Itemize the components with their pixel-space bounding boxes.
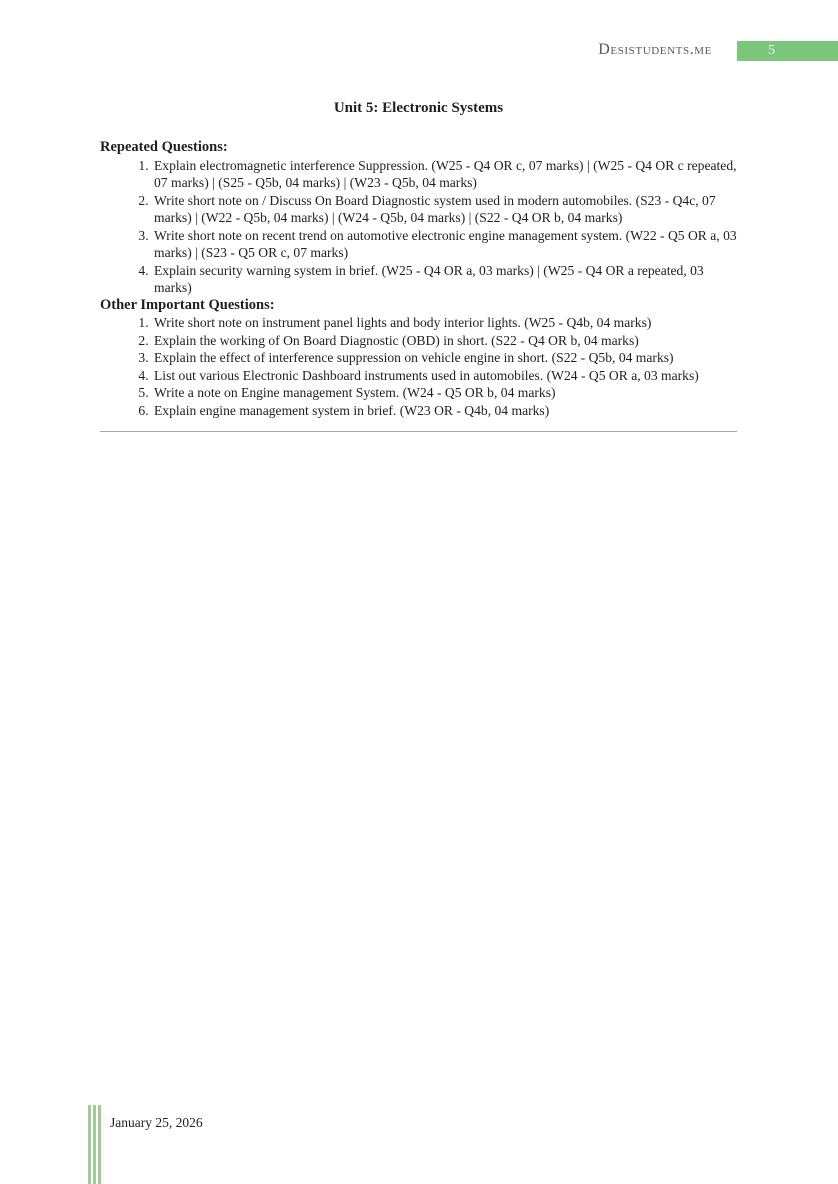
other-questions-list [100,314,737,419]
green-stripe [93,1105,96,1184]
question-item: 3. Explain the effect of interference suppression on vehicle engine in short. (S22 - Q5b, 04 marks) [152,349,737,367]
question-item: 3. Write short note on recent trend on automotive electronic engine management system. (W22 - Q5 OR a, 03 marks) | (S23 - Q5 OR c, 07 marks) [152,227,737,262]
question-item: 2. Write short note on / Discuss On Board Diagnostic system used in modern automobiles. (S23 - Q4c, 07 marks) | (W22 - Q5b, 04 marks) | (W24 - Q5b, 04 marks) | (S22 - Q4 OR b, 04 marks) [152,192,737,227]
question-item: 5. Write a note on Engine management System. (W24 - Q5 OR b, 04 marks) [152,384,737,402]
document-content [100,98,737,432]
section-divider [100,431,737,432]
question-item: 4. List out various Electronic Dashboard instruments used in automobiles. (W24 - Q5 OR a, 03 marks) [152,367,737,385]
page-title: Unit 5: Electronic Systems [333,100,504,116]
green-stripe [88,1105,91,1184]
page-number-badge: 5 [737,41,838,61]
footer-date: January 25, 2026 [110,1115,203,1130]
section-heading-repeated-questions: Repeated Questions: [100,139,228,155]
question-item: 1. Write short note on instrument panel lights and body interior lights. (W25 - Q4b, 04 marks) [152,314,737,332]
footer-accent-stripes [88,1105,101,1184]
question-item: 4. Explain security warning system in brief. (W25 - Q4 OR a, 03 marks) | (W25 - Q4 OR a repeated, 03 marks) [152,262,737,297]
header-site-name: Desistudents.me [598,41,712,58]
section-heading-other-important-questions: Other Important Questions: [100,296,275,313]
question-item: 2. Explain the working of On Board Diagnostic (OBD) in short. (S22 - Q4 OR b, 04 marks) [152,332,737,350]
repeated-questions-list [100,157,737,297]
question-item: 1. Explain electromagnetic interference Suppression. (W25 - Q4 OR c, 07 marks) | (W25 - Q4 OR c repeated, 07 marks) | (S25 - Q5b, 04 marks) | (W23 - Q5b, 04 marks) [152,157,737,192]
question-item: 6. Explain engine management system in brief. (W23 OR - Q4b, 04 marks) [152,402,737,420]
green-stripe [98,1105,101,1184]
